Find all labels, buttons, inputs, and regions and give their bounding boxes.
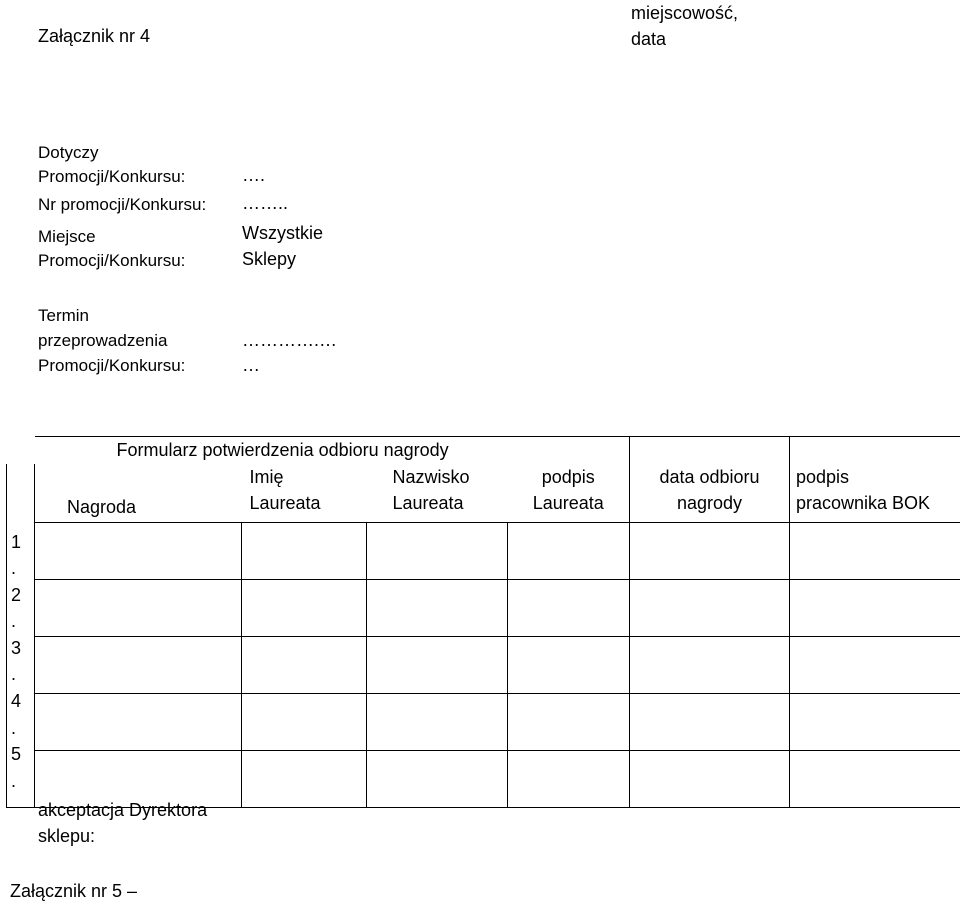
place-date-label bbox=[631, 0, 738, 52]
director-approval-label bbox=[38, 797, 207, 849]
term-value[interactable] bbox=[242, 328, 337, 378]
place-date-line1: miejscowość, bbox=[631, 3, 739, 23]
term-label-line1: Termin bbox=[38, 306, 90, 325]
place-value-line1: Wszystkie bbox=[242, 223, 323, 243]
attachment-label: Załącznik nr 4 bbox=[38, 26, 151, 46]
cell-staff-signature[interactable] bbox=[790, 523, 960, 580]
row-number: 3 bbox=[11, 637, 22, 658]
place-label-line1: Miejsce bbox=[38, 227, 96, 246]
cell-first-name[interactable] bbox=[242, 523, 367, 580]
row-number: . bbox=[11, 558, 17, 579]
place-value[interactable] bbox=[242, 220, 323, 272]
cell-first-name[interactable] bbox=[242, 580, 367, 637]
table-row bbox=[7, 694, 960, 751]
prize-receipt-table bbox=[6, 436, 960, 808]
cell-prize[interactable] bbox=[35, 523, 242, 580]
number-value[interactable]: …….. bbox=[242, 193, 289, 213]
promo-value[interactable]: …. bbox=[242, 165, 266, 185]
col-last-name-line1: Nazwisko bbox=[392, 467, 470, 487]
col-date bbox=[630, 464, 790, 523]
term-value-line2: … bbox=[242, 355, 260, 375]
cell-last-name[interactable] bbox=[367, 751, 508, 808]
cell-first-name[interactable] bbox=[242, 751, 367, 808]
place-label-line2: Promocji/Konkursu: bbox=[38, 251, 186, 270]
table-title-blank-2 bbox=[790, 437, 960, 465]
table-header-row bbox=[7, 464, 960, 523]
table-row bbox=[7, 637, 960, 694]
row-number: . bbox=[11, 664, 17, 685]
table-title: Formularz potwierdzenia odbioru nagrody bbox=[35, 437, 630, 465]
row-number: . bbox=[11, 770, 17, 791]
term-value-line1: ………….… bbox=[242, 330, 338, 350]
next-attachment-label: Załącznik nr 5 – bbox=[10, 881, 138, 901]
col-staff-signature-line1: podpis bbox=[796, 467, 850, 487]
col-last-name-line2: Laureata bbox=[392, 493, 464, 513]
place-value-line2: Sklepy bbox=[242, 249, 297, 269]
col-signature-line2: Laureata bbox=[532, 493, 604, 513]
cell-staff-signature[interactable] bbox=[790, 580, 960, 637]
cell-staff-signature[interactable] bbox=[790, 637, 960, 694]
col-staff-signature-line2: pracownika BOK bbox=[796, 493, 931, 513]
table-corner-cell bbox=[7, 437, 35, 465]
term-label-line3: Promocji/Konkursu: bbox=[38, 356, 186, 375]
col-staff-signature bbox=[790, 464, 960, 523]
col-prize: Nagroda bbox=[35, 464, 242, 523]
row-number: . bbox=[11, 611, 17, 632]
table-row bbox=[7, 580, 960, 637]
cell-date[interactable] bbox=[630, 694, 790, 751]
cell-signature[interactable] bbox=[508, 637, 630, 694]
cell-last-name[interactable] bbox=[367, 694, 508, 751]
cell-prize[interactable] bbox=[35, 637, 242, 694]
cell-staff-signature[interactable] bbox=[790, 751, 960, 808]
table-row bbox=[7, 523, 960, 580]
table-header-num bbox=[7, 464, 35, 523]
row-number: 1 bbox=[11, 531, 22, 552]
cell-last-name[interactable] bbox=[367, 580, 508, 637]
cell-date[interactable] bbox=[630, 751, 790, 808]
cell-date[interactable] bbox=[630, 637, 790, 694]
cell-signature[interactable] bbox=[508, 751, 630, 808]
term-label bbox=[38, 303, 185, 378]
row-number: 5 bbox=[11, 744, 22, 765]
place-date-line2: data bbox=[631, 29, 667, 49]
cell-prize[interactable] bbox=[35, 694, 242, 751]
director-approval-line2: sklepu: bbox=[38, 826, 96, 846]
cell-prize[interactable] bbox=[35, 580, 242, 637]
cell-signature[interactable] bbox=[508, 523, 630, 580]
col-first-name bbox=[242, 464, 367, 523]
row-numbers bbox=[7, 523, 35, 808]
row-number: 2 bbox=[11, 584, 22, 605]
col-first-name-line1: Imię bbox=[249, 467, 284, 487]
cell-date[interactable] bbox=[630, 580, 790, 637]
cell-staff-signature[interactable] bbox=[790, 694, 960, 751]
col-signature bbox=[508, 464, 630, 523]
table-title-row bbox=[7, 437, 960, 465]
cell-date[interactable] bbox=[630, 523, 790, 580]
cell-last-name[interactable] bbox=[367, 637, 508, 694]
cell-first-name[interactable] bbox=[242, 694, 367, 751]
col-date-line2: nagrody bbox=[676, 493, 743, 513]
number-label: Nr promocji/Konkursu: bbox=[38, 195, 207, 214]
row-number: 4 bbox=[11, 691, 22, 712]
col-signature-line1: podpis bbox=[541, 467, 595, 487]
promo-label-line1: Dotyczy bbox=[38, 143, 99, 162]
col-first-name-line2: Laureata bbox=[249, 493, 321, 513]
director-approval-line1: akceptacja Dyrektora bbox=[38, 800, 208, 820]
cell-signature[interactable] bbox=[508, 694, 630, 751]
cell-signature[interactable] bbox=[508, 580, 630, 637]
col-date-line1: data odbioru bbox=[659, 467, 760, 487]
row-number: . bbox=[11, 717, 17, 738]
promo-label bbox=[38, 141, 185, 189]
place-label bbox=[38, 225, 185, 273]
cell-last-name[interactable] bbox=[367, 523, 508, 580]
table-title-blank-1 bbox=[630, 437, 790, 465]
cell-first-name[interactable] bbox=[242, 637, 367, 694]
promo-label-line2: Promocji/Konkursu: bbox=[38, 167, 186, 186]
col-last-name bbox=[367, 464, 508, 523]
term-label-line2: przeprowadzenia bbox=[38, 331, 168, 350]
